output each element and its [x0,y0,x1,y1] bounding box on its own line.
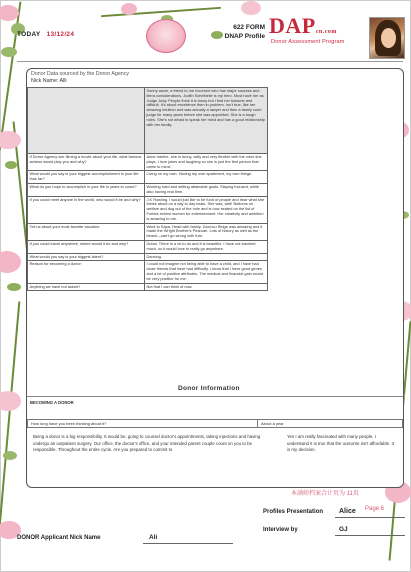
question-cell: Tell us about your most favorite vacation: [28,223,145,240]
question-cell: What do you hope to accomplish in your life in years to come? [28,183,145,196]
qa-row [28,240,268,253]
form-line-2: DNAP Profile [224,33,265,40]
answer-cell: Working hard and setting attainable goals. Staying focused, while also having real time. [145,183,268,196]
qa-row [28,253,268,261]
question-cell: What would you say is your biggest accomplishment in your life thus far? [28,171,145,184]
responsibility-answer: Yes I am really fascinated with many people. I understand it is true that the outcome isn't affordable. It is my decision. [287,434,394,453]
answer-cell: Went to Sapa. Head with family. Zoo/ocu Ridge was amazing and it made the Wright Brother's Pharoah. Lots of history as well as the beach—can't go wrong with that. [145,223,268,240]
qa-row [28,88,268,154]
qa-row [28,223,268,240]
responsibility-question: Being a donor is a big responsibility. It would be, going to counsel doctor's appointments, taking injections and having undergo an outpatient surgery. Our office, the doctor's office, and your intended parent couple count on you to be responsible. Throughout the entire cycle. Are you prepared to commit to [33,434,261,453]
qa-table [27,87,268,291]
question-cell: If you could meet anyone in the world, who would it be and why? [28,196,145,223]
section-label: BECOMING A DONOR [30,400,74,405]
profiles-presentation-value: Alice [339,508,356,515]
qa-row [28,283,268,291]
question-cell [28,88,145,154]
qa-row [28,183,268,196]
interview-by-label: Interview by [263,527,298,533]
question-cell: If Donor Agency wer filming a movie about your life, what famous actress would play you and why? [28,154,145,171]
donor-information-divider [27,396,403,397]
total-pages-note: 本满师档案合计页为 11页 [291,491,359,497]
brand-logo: DAPcn.com [269,13,337,38]
donor-nick-name: Nick Name: Alli [31,78,67,84]
answer-cell: Dancing. [145,253,268,261]
answer-cell: About a year [258,420,403,428]
qa-row [28,196,268,223]
question-cell: Reason for becoming a donor: [28,261,145,283]
profiles-presentation-label: Profiles Presentation [263,509,324,515]
agency-logo-badge [146,19,186,53]
becoming-donor-table [27,419,403,428]
interview-by-value: GJ [339,526,348,533]
profiles-presentation-line [335,517,405,518]
donor-information-title: Donor Information [178,385,240,392]
question-cell: Anything we have not asked? [28,283,145,291]
today-label: TODAY 13/12/24 [17,31,75,38]
qa-row [28,171,268,184]
answer-cell: Anne hanthe, she is funny, witty and very flexible with the roles she plays. I love jokes and laughing so she is just the first person that came to mind. [145,154,268,171]
applicant-nick-name-label: DONOR Applicant Nick Name [17,535,101,541]
interview-by-line [335,535,405,536]
qa-row [28,261,268,283]
form-title [215,23,265,41]
answer-cell: Sunny warm, a friend to me Incorrect who has major success and litera considerations, Judith Scheibelle is my hero. Must have her as Judge Judy. People think it is funny but I find her fulsome and difficult. It's about excellence then in problem. Isn't true, like her amazing intuition and was actually a lawyer and then a family court judge for many years before she was appointed. She is a tough rules. She's not afraid to speak her mind and has a good relationship with her family. [145,88,268,154]
applicant-nick-name-value: Ali [149,534,158,541]
qa-row [28,154,268,171]
page-number: Page 6 [365,506,385,512]
answer-cell: Not that I can think of now. [145,283,268,291]
answer-cell: I could not imagine not being able to have a child, and I have had close friends that have had difficulty. I know that I have good genes and a lot of positive attributes. The medical and financial gain would be very positive for me. [145,261,268,283]
header-date: 13/12/24 [46,31,75,38]
question-cell: How long have you been thinking about it? [28,420,258,428]
brand-subtitle: Donor Assessment Program [271,39,345,45]
answer-cell: Dubai. There is a lot to do and it is beautiful. I have not traveled much, so it would love to really go anywhere. [145,240,268,253]
applicant-nick-name-line [143,543,233,544]
donor-photo [369,17,405,59]
form-line-1: 622 FORM [233,24,265,31]
donor-data-source: Donor Data sourced by the Donor Agency [31,71,130,77]
question-cell: What would you say is your biggest talent? [28,253,145,261]
answer-cell: J.K Rowling. I would just like to be fund of people and hear what she thinks about on a day to day basis. She was, well! Bottoms on welfare and dug out of the hole and is now seated on the list of Forbes richest women for entertainment. Her creativity and ambition is amazing to me. [145,196,268,223]
answer-cell: Living on my own. Having my own apartment, my own things. [145,171,268,184]
question-cell: If you could travel anywhere, where would it be and why? [28,240,145,253]
header-divider [17,61,403,62]
